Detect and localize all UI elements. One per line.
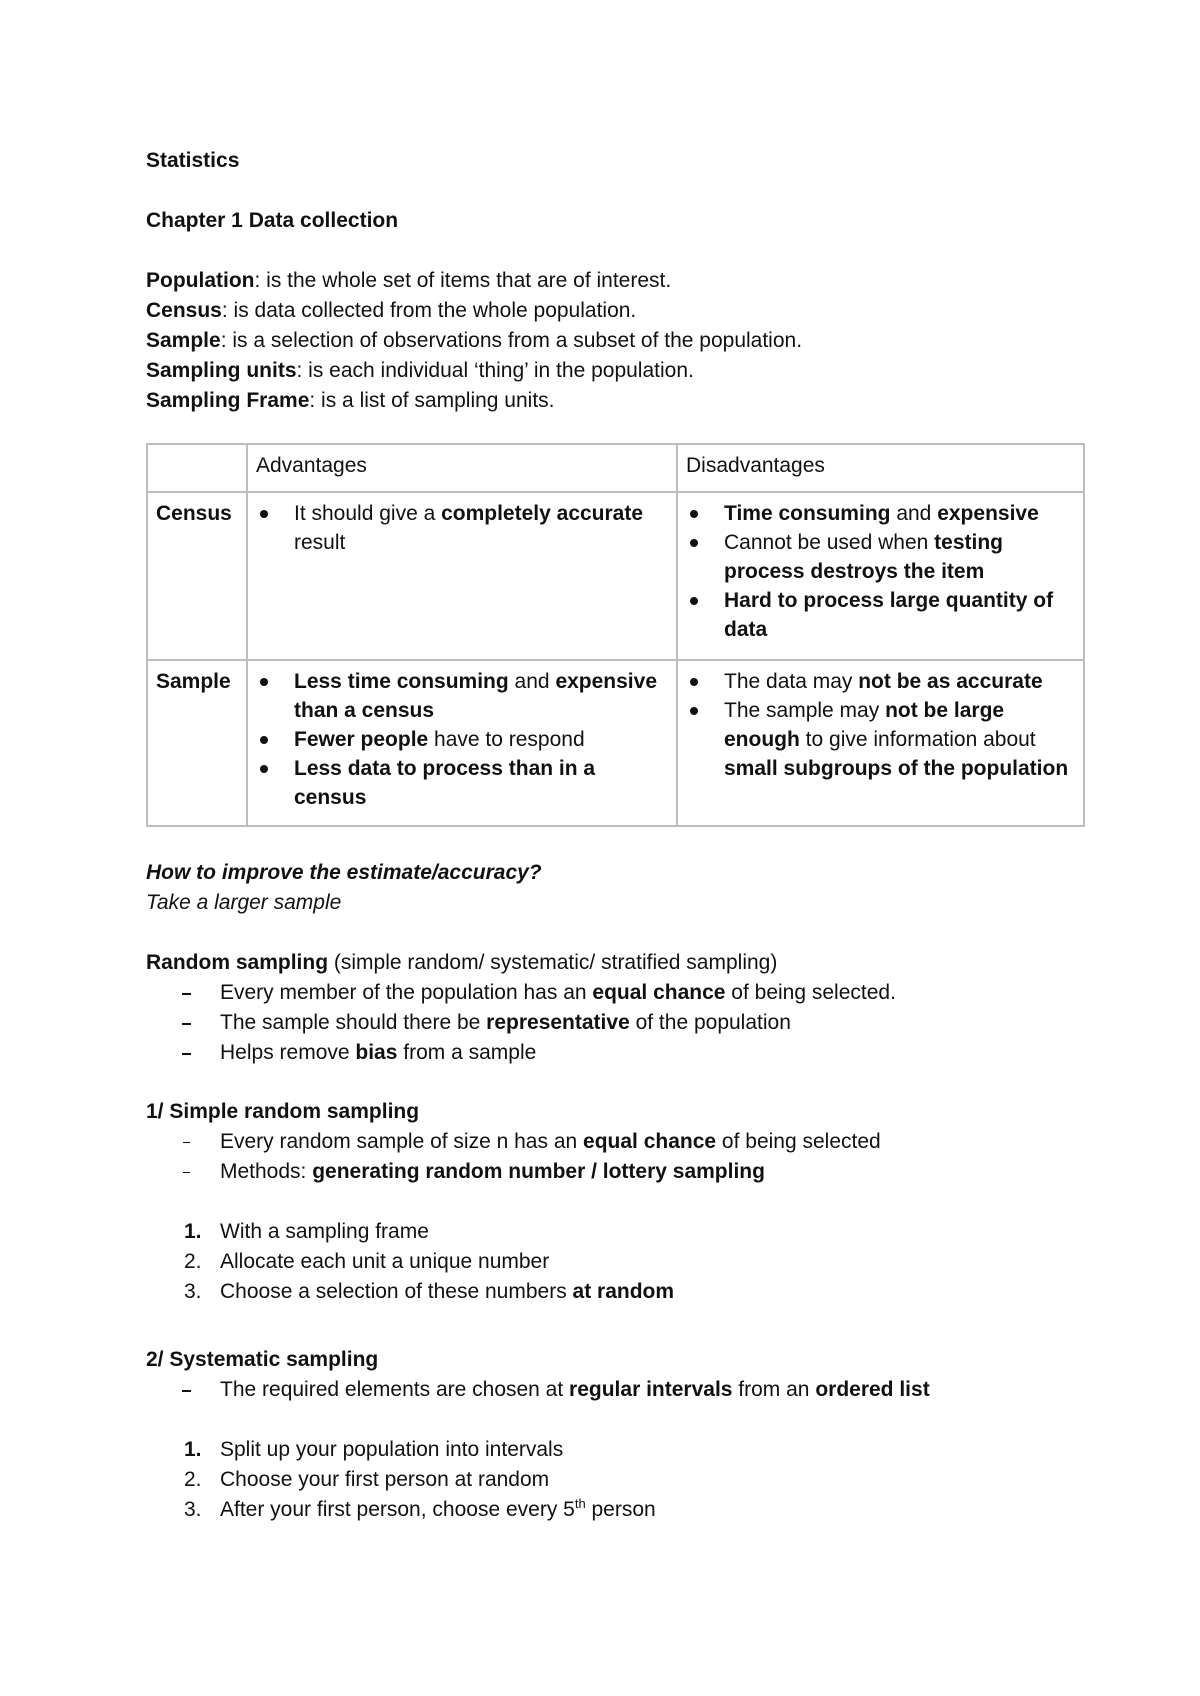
text: Allocate each unit a unique number <box>220 1250 550 1273</box>
numbered-step <box>146 1217 1140 1247</box>
list-item <box>146 1157 1140 1187</box>
text-bold: bias <box>355 1041 398 1064</box>
table-header-row <box>147 444 1084 492</box>
row-label-sample: Sample <box>147 660 247 826</box>
text-bold: regular intervals <box>569 1378 733 1401</box>
text: Choose your first person at random <box>220 1468 550 1491</box>
list-item <box>686 528 1077 586</box>
text-bold: expensive than a census <box>294 670 658 722</box>
text: and <box>890 502 938 525</box>
header-empty-cell <box>147 444 247 492</box>
text: from an <box>732 1378 816 1401</box>
definition-term: Sample <box>146 329 221 352</box>
list-item <box>256 667 670 725</box>
text-bold: expensive <box>937 502 1039 525</box>
text: The sample may <box>724 699 886 722</box>
text: from a sample <box>397 1041 537 1064</box>
numbered-step <box>146 1435 1140 1465</box>
text-bold: representative <box>486 1011 630 1034</box>
heading-note: (simple random/ systematic/ stratified sampling) <box>328 951 778 974</box>
table-row-census <box>147 492 1084 660</box>
definition-term: Census <box>146 299 222 322</box>
list-item <box>686 696 1077 783</box>
text: Split up your population into intervals <box>220 1438 564 1461</box>
text: Every member of the population has an <box>220 981 593 1004</box>
text-bold: generating random number / lottery sampling <box>312 1160 765 1183</box>
census-advantages-cell <box>247 492 677 660</box>
text: Cannot be used when <box>724 531 935 554</box>
text: Helps remove <box>220 1041 356 1064</box>
definition-text: : is data collected from the whole population. <box>221 299 637 322</box>
text-bold: testing process destroys the item <box>724 531 1003 583</box>
definitions-list <box>146 266 1140 416</box>
list-item <box>146 978 1140 1008</box>
text: to give information about <box>799 728 1036 751</box>
text-bold: small subgroups of the population <box>724 757 1069 780</box>
comparison-table <box>146 443 1085 827</box>
definition-census <box>146 296 1140 326</box>
random-sampling-section <box>146 948 1140 1068</box>
text: result <box>294 531 346 554</box>
text-bold: ordered list <box>815 1378 930 1401</box>
list-item <box>686 667 1077 696</box>
row-label-census: Census <box>147 492 247 660</box>
definition-sample <box>146 326 1140 356</box>
definition-text: : is the whole set of items that are of interest. <box>254 269 672 292</box>
list-item <box>146 1375 1140 1405</box>
step-number: 2. <box>184 1468 202 1491</box>
chapter-heading: Chapter 1 Data collection <box>146 209 399 232</box>
numbered-step <box>146 1465 1140 1495</box>
header-disadvantages: Disadvantages <box>677 444 1084 492</box>
text: After your first person, choose every 5 <box>220 1498 575 1521</box>
text-bold: at random <box>572 1280 675 1303</box>
numbered-step <box>146 1277 1140 1307</box>
text-bold: equal chance <box>592 981 726 1004</box>
heading-text: Random sampling <box>146 951 329 974</box>
text-bold: Time consuming <box>724 502 891 525</box>
definition-term: Sampling units <box>146 359 297 382</box>
definition-sampling-units <box>146 356 1140 386</box>
header-advantages: Advantages <box>247 444 677 492</box>
text: Choose a selection of these numbers <box>220 1280 573 1303</box>
sample-advantages-cell <box>247 660 677 826</box>
list-item <box>256 754 670 812</box>
text: of the population <box>629 1011 791 1034</box>
text: The sample should there be <box>220 1011 487 1034</box>
text-bold: Less data to process than in a census <box>294 757 596 809</box>
improve-section <box>146 858 1140 918</box>
list-item <box>146 1008 1140 1038</box>
text: The data may <box>724 670 859 693</box>
list-item <box>146 1127 1140 1157</box>
text: have to respond <box>428 728 585 751</box>
systematic-section <box>146 1345 1140 1525</box>
document-title: Statistics <box>146 149 240 172</box>
text: The required elements are chosen at <box>220 1378 570 1401</box>
sample-disadvantages-cell <box>677 660 1084 826</box>
step-number: 1. <box>184 1220 202 1243</box>
text-bold: not be large enough <box>724 699 1005 751</box>
step-number: 3. <box>184 1280 202 1303</box>
text-bold: Hard to process large quantity of data <box>724 589 1054 641</box>
text: of being selected. <box>725 981 896 1004</box>
section-heading: 1/ Simple random sampling <box>146 1100 420 1123</box>
definition-text: : is each individual ‘thing’ in the population. <box>296 359 694 382</box>
definition-sampling-frame <box>146 386 1140 416</box>
table-row-sample <box>147 660 1084 826</box>
list-item <box>256 499 670 557</box>
numbered-step <box>146 1247 1140 1277</box>
text-bold: not be as accurate <box>858 670 1043 693</box>
text-bold: Fewer people <box>294 728 429 751</box>
text-bold: equal chance <box>583 1130 717 1153</box>
list-item <box>686 586 1077 644</box>
text-bold: Less time consuming <box>294 670 509 693</box>
improve-question: How to improve the estimate/accuracy? <box>146 861 542 884</box>
step-number: 2. <box>184 1250 202 1273</box>
improve-answer: Take a larger sample <box>146 891 342 914</box>
census-disadvantages-cell <box>677 492 1084 660</box>
text: of being selected <box>716 1130 881 1153</box>
text: and <box>508 670 556 693</box>
list-item <box>146 1038 1140 1068</box>
text: Methods: <box>220 1160 313 1183</box>
definition-term: Population <box>146 269 255 292</box>
text-bold: completely accurate <box>441 502 644 525</box>
list-item <box>686 499 1077 528</box>
step-number: 1. <box>184 1438 202 1461</box>
definition-term: Sampling Frame <box>146 389 310 412</box>
definition-population <box>146 266 1140 296</box>
definition-text: : is a selection of observations from a subset of the population. <box>220 329 803 352</box>
step-number: 3. <box>184 1498 202 1521</box>
simple-random-section <box>146 1097 1140 1307</box>
numbered-step <box>146 1495 1140 1525</box>
text: person <box>585 1498 656 1521</box>
list-item <box>256 725 670 754</box>
section-heading: 2/ Systematic sampling <box>146 1348 379 1371</box>
text: Every random sample of size n has an <box>220 1130 584 1153</box>
superscript: th <box>574 1496 586 1511</box>
text: It should give a <box>294 502 442 525</box>
section-heading <box>146 948 1140 978</box>
text: With a sampling frame <box>220 1220 429 1243</box>
definition-text: : is a list of sampling units. <box>309 389 555 412</box>
